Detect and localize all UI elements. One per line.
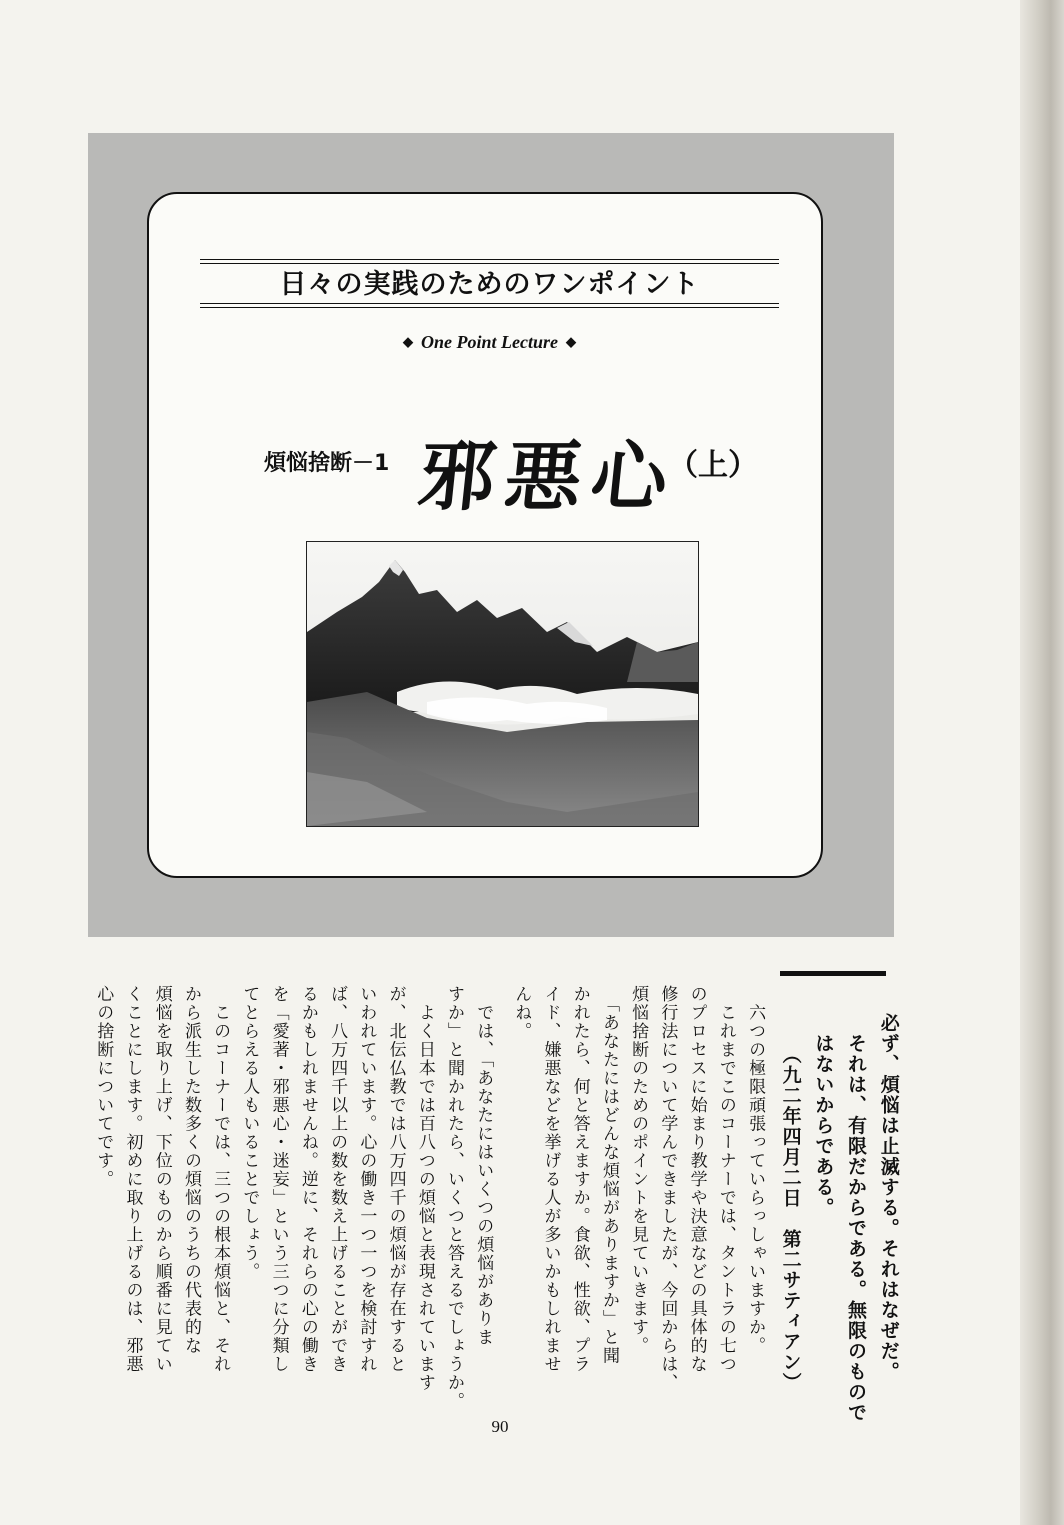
body-column-2: では、「あなたにはいくつの煩悩がありま すか」と聞かれたら、いくつと答えるでしょうか。 よく日本では百八つの煩悩と表現されています が、北伝仏教では八万四千の煩悩が存在すると いわれています。心の働き一つ一つを検討すれ ば、八万四千以上の数を数え上げることができ るかもしれませんね。逆に、それらの心の働き を「愛著・邪悪心・迷妄」という三つに分類し てとらえる人もいることでしょう。 このコーナーでは、三つの根本煩悩と、それ から派生した数多くの煩悩のうちの代表的な 煩悩を取り上げ、下位のものから順番に見てい くことにします。初めに取り上げるのは、邪悪 心の捨断についてです。 [93, 985, 494, 1411]
title-suffix: （上） [668, 448, 758, 483]
series-label: 煩悩捨断－1 [264, 451, 390, 476]
title-rule-bottom [200, 303, 779, 308]
subtitle [200, 332, 779, 360]
title-rule-top [200, 259, 779, 264]
section-title: 日々の実践のためのワンポイント [279, 269, 700, 300]
page-number: 90 [491, 1417, 509, 1436]
diamond-left-icon: ◆ [403, 334, 413, 349]
subtitle-text: One Point Lecture [421, 332, 558, 352]
diamond-right-icon: ◆ [566, 334, 576, 349]
page-edge [1020, 0, 1064, 1525]
lead-quote: 必ず、煩悩は止滅する。それはなぜだ。 それは、有限だからである。無限のもので はないからである。 （九二年四月二日 第二サティアン） [779, 1013, 900, 1423]
article-rule [780, 971, 886, 976]
body-column-1: 六つの極限頑張っていらっしゃいますか。 これまでこのコーナーでは、タントラの七つ のプロセスに始まり教学や決意などの具体的な 修行法について学んできましたが、今回からは、 煩悩捨断のためのポイントを見ていきます。 「あなたにはどんな煩悩がありますか」と聞 かれたら、何と答えますか。食欲、性欲、プラ イド、嫌悪などを挙げる人が多いかもしれませ んね。 [511, 985, 766, 1392]
main-title: 邪悪心 [414, 432, 683, 521]
mountain-photo-icon [306, 541, 699, 827]
mountain-illustration [307, 542, 698, 826]
